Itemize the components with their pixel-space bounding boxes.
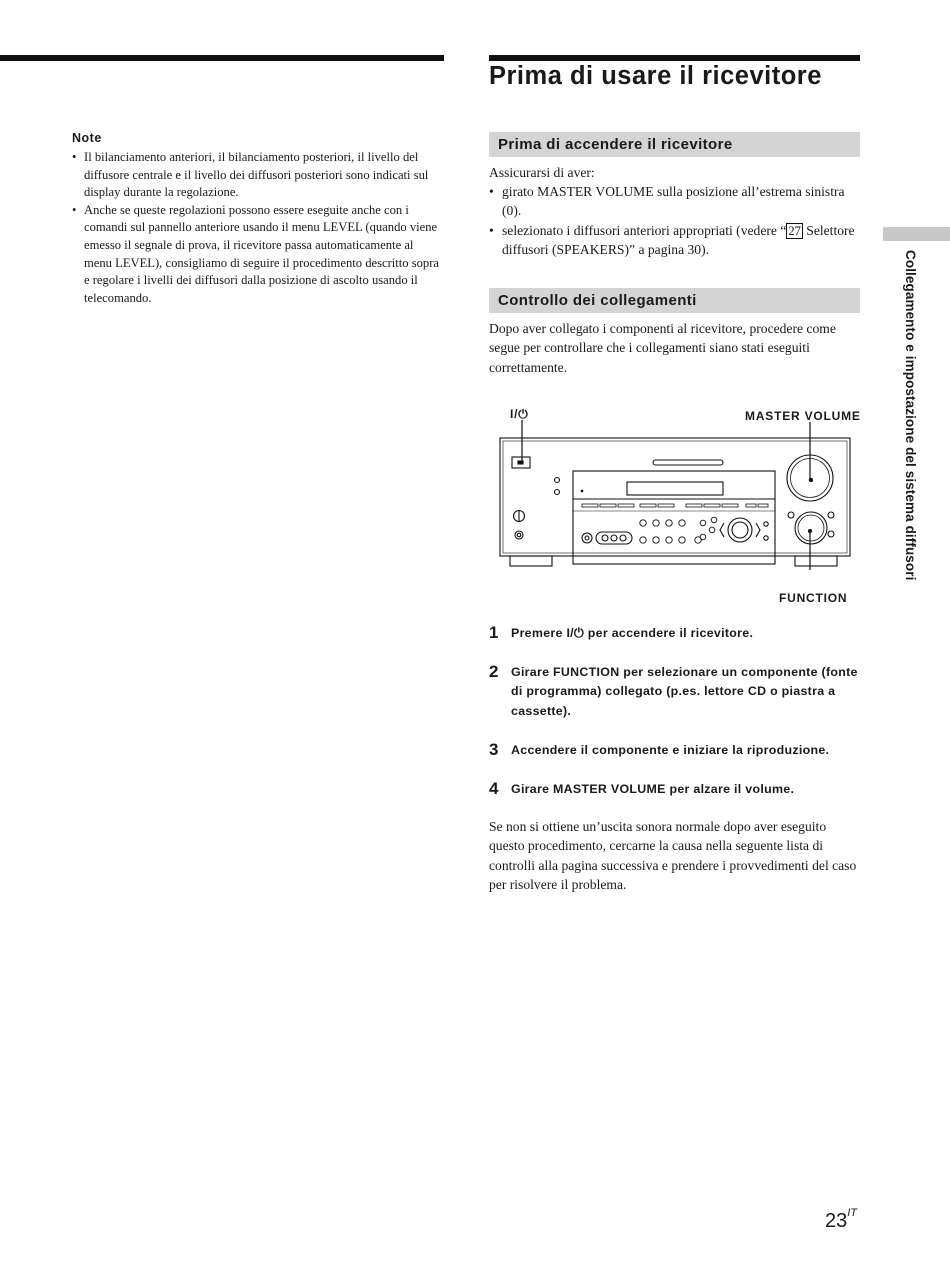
step-text: Accendere il componente e iniziare la riproduzione.: [511, 742, 830, 757]
function-label: FUNCTION: [779, 591, 848, 605]
side-tab-label: Collegamento e impostazione del sistema diffusori: [903, 250, 918, 581]
receiver-foot-left: [510, 556, 552, 566]
checklist-item: [489, 221, 861, 260]
receiver-foot-right: [795, 556, 837, 566]
step-text: Girare FUNCTION per selezionare un componente (fonte di programma) collegato (p.es. lettore CD o piastra a cassette).: [511, 665, 858, 718]
step-number: 3: [489, 739, 499, 759]
checklist-text: Selettore diffusori (SPEAKERS)” a pagina 30).: [502, 222, 855, 257]
page-number: [825, 1207, 858, 1233]
power-label: I/⏻: [510, 407, 529, 421]
checklist-item: • girato MASTER VOLUME sulla posizione all’estrema sinistra (0).: [489, 182, 861, 221]
receiver-front-panel-illustration: [498, 420, 858, 570]
checklist-text: selezionato i diffusori anteriori appropriati (vedere “: [502, 222, 787, 238]
note-heading: Note: [72, 131, 102, 145]
section-heading-check-connections: Controllo dei collegamenti: [489, 288, 860, 313]
section2-intro: Dopo aver collegato i componenti al ricevitore, procedere come segue per controllare che i collegamenti siano stati eseguiti correttamente.: [489, 321, 836, 375]
section1-intro: Assicurarsi di aver:: [489, 165, 595, 180]
top-rule-right: [489, 55, 860, 61]
note-item: • Il bilanciamento anteriori, il bilanciamento posteriori, il livello del diffusore centrale e il livello dei diffusori posteriori sono indicati sul display durante la regolazione.: [72, 149, 444, 202]
step-number: 2: [489, 662, 499, 682]
note-list: [72, 149, 444, 307]
procedure-steps: [489, 623, 864, 799]
page-number-value: 23: [825, 1210, 848, 1232]
step-text: Girare MASTER VOLUME per alzare il volume.: [511, 782, 795, 797]
reference-number-box: 27: [788, 223, 801, 238]
top-rule-left: [0, 55, 444, 61]
page-language-suffix: IT: [847, 1207, 858, 1219]
step-item: [489, 740, 864, 760]
step-number: 4: [489, 779, 499, 799]
section-heading-before-power-on: Prima di accendere il ricevitore: [489, 132, 860, 157]
note-item: • Anche se queste regolazioni possono essere eseguite anche con i comandi sul pannello anteriore usando il menu LEVEL (quando viene emesso il segnale di prova, il ricevitore passa automaticamente al menu LEVEL), consigliamo di seguire il procedimento descritto sopra e regolare i livelli dei diffusori dalla posizione di ascolto usando il telecomando.: [72, 202, 444, 308]
step-item: [489, 779, 864, 799]
step-item: [489, 623, 864, 643]
step-item: [489, 662, 864, 721]
section-tab-marker: [883, 227, 950, 241]
master-volume-label: MASTER VOLUME: [745, 409, 861, 423]
checklist: [489, 182, 861, 259]
step-number: 1: [489, 623, 499, 642]
troubleshooting-paragraph: Se non si ottiene un’uscita sonora normale dopo aver eseguito questo procedimento, cercarne la causa nella seguente lista di controlli alla pagina successiva e prendere i provvedimenti del caso per risolvere il problema.: [489, 819, 857, 892]
function-knob: [795, 512, 827, 544]
step-text: Premere I/⏻ per accendere il ricevitore.: [511, 626, 754, 640]
page-title: Prima di usare il ricevitore: [489, 62, 822, 90]
